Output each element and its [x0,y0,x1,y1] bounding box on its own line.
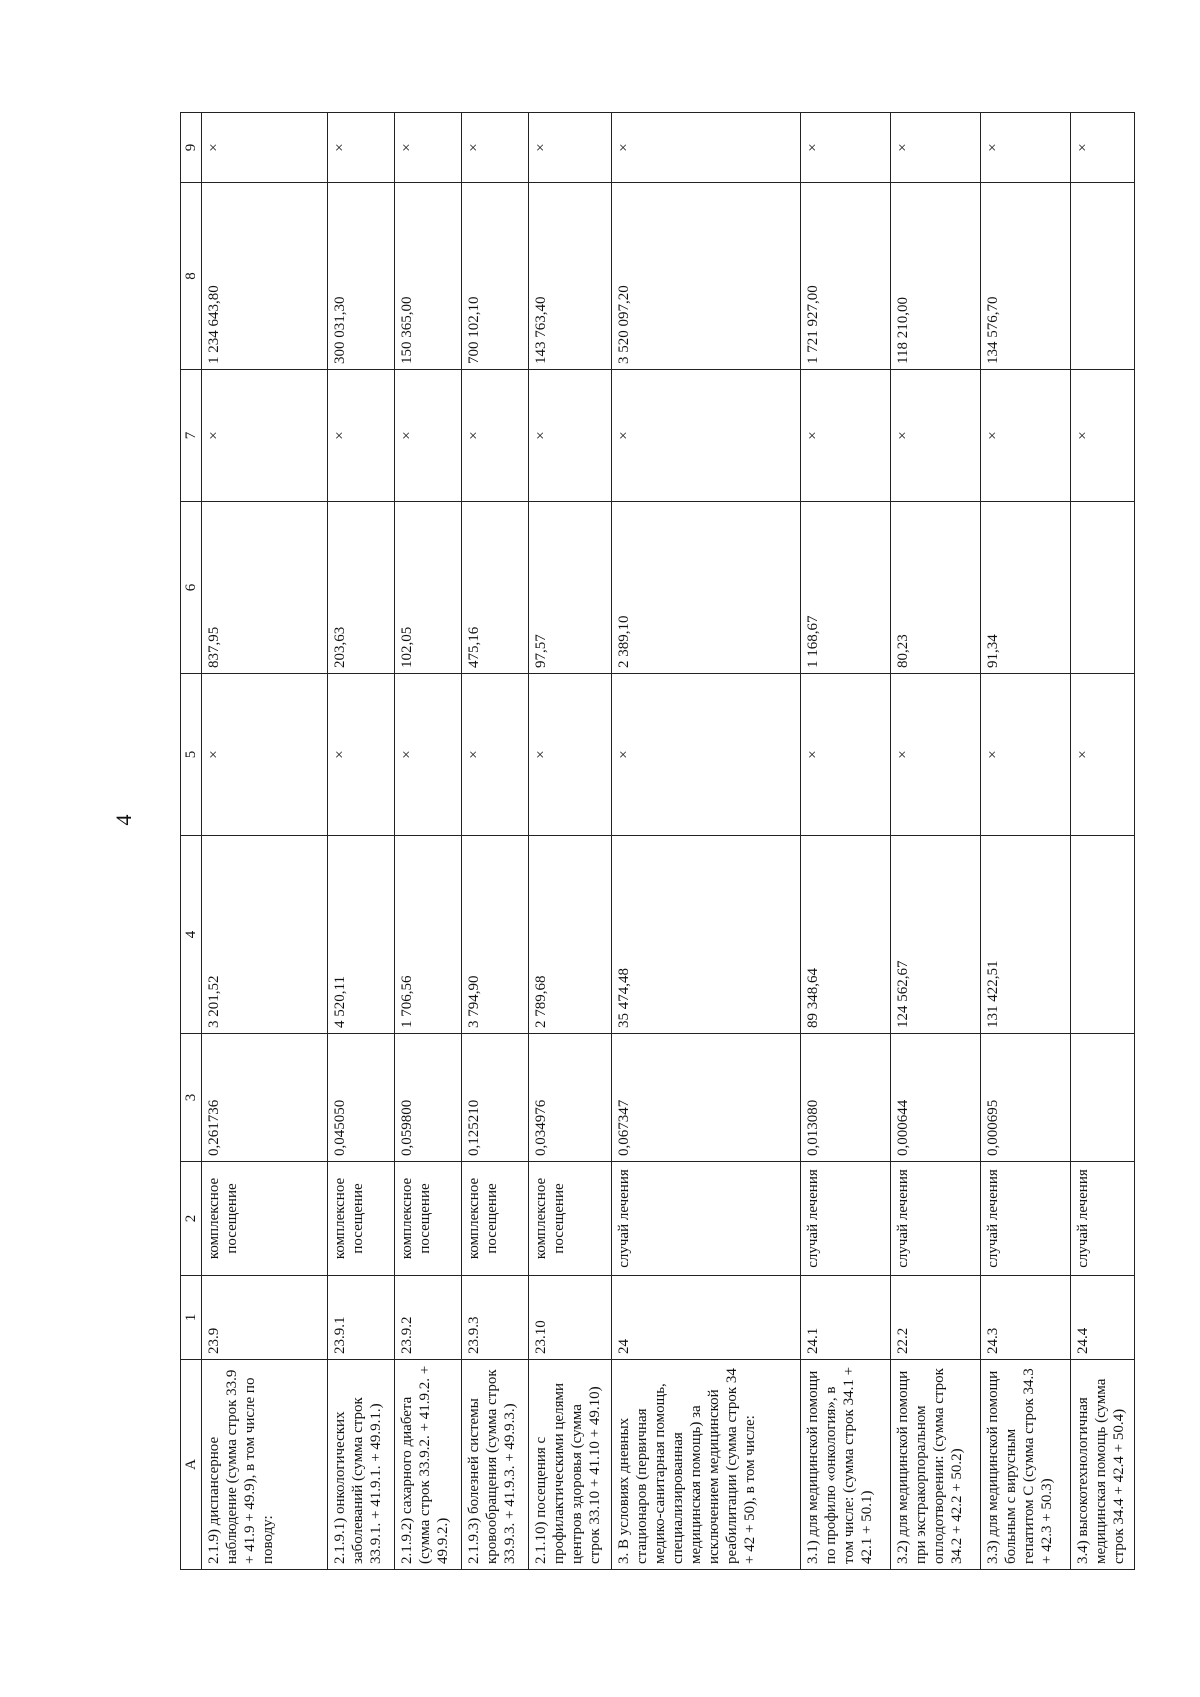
table-cell: 23.9.2 [394,1276,461,1360]
table-cell: 89 348,64 [800,836,890,1034]
table-cell: 23.9.1 [327,1276,394,1360]
table-row [202,113,328,1570]
table-cell: × [461,370,528,502]
table-cell: комплексное посещение [327,1162,394,1276]
table-cell: 102,05 [394,502,461,674]
table-cell: 475,16 [461,502,528,674]
table-cell: × [529,674,612,836]
table-cell: × [202,674,328,836]
table-cell: 2 789,68 [529,836,612,1034]
table-cell: × [800,113,890,183]
table-cell: × [611,674,800,836]
table-cell: × [394,370,461,502]
table-cell: × [800,674,890,836]
column-header: 3 [181,1034,202,1162]
table-cell: комплексное посещение [394,1162,461,1276]
table-cell: × [529,370,612,502]
table-cell: 80,23 [890,502,980,674]
table-cell [1070,836,1134,1034]
column-header: 2 [181,1162,202,1276]
table-row [1070,113,1134,1570]
table-cell: × [890,674,980,836]
table-cell: × [529,113,612,183]
table-cell: 0,034976 [529,1034,612,1162]
table-header-row [181,113,202,1570]
column-header: 8 [181,183,202,370]
table-cell [1070,502,1134,674]
table-cell: 0,013080 [800,1034,890,1162]
table-cell: 1 168,67 [800,502,890,674]
table-cell: случай лечения [980,1162,1070,1276]
table-cell: 0,000644 [890,1034,980,1162]
table-cell: × [1070,370,1134,502]
table-cell: 700 102,10 [461,183,528,370]
table-row [980,113,1070,1570]
table-cell: 97,57 [529,502,612,674]
table-cell: × [611,370,800,502]
data-table [180,112,1135,1570]
column-header: 5 [181,674,202,836]
table-cell: × [980,113,1070,183]
table-cell: случай лечения [1070,1162,1134,1276]
column-header: 1 [181,1276,202,1360]
table-cell: 2.1.9.2) сахарного диабета (сумма строк 33.9.2. + 41.9.2. + 49.9.2.) [394,1360,461,1570]
table-cell: × [980,674,1070,836]
table-cell: 2 389,10 [611,502,800,674]
table-cell: 0,125210 [461,1034,528,1162]
table-cell: 0,261736 [202,1034,328,1162]
table-cell: × [327,113,394,183]
table-cell: 3 520 097,20 [611,183,800,370]
table-cell: случай лечения [890,1162,980,1276]
table-cell: × [327,674,394,836]
table-cell: 1 721 927,00 [800,183,890,370]
table-cell: 35 474,48 [611,836,800,1034]
table-row [611,113,800,1570]
table-cell: × [1070,113,1134,183]
table-cell: × [890,370,980,502]
table-cell: × [327,370,394,502]
table-cell: случай лечения [800,1162,890,1276]
rotated-table-wrapper [180,113,1135,1570]
table-cell: 131 422,51 [980,836,1070,1034]
table-cell: 1 234 643,80 [202,183,328,370]
table-cell: 24.1 [800,1276,890,1360]
table-cell: случай лечения [611,1162,800,1276]
table-cell: 2.1.9.3) болезней системы кровообращения (сумма строк 33.9.3. + 41.9.3. + 49.9.3.) [461,1360,528,1570]
table-cell: 1 706,56 [394,836,461,1034]
table-cell: 0,000695 [980,1034,1070,1162]
table-cell: 0,059800 [394,1034,461,1162]
table-cell: × [394,674,461,836]
table-cell: 0,045050 [327,1034,394,1162]
table-cell: × [202,113,328,183]
table-cell: 3.3) для медицинской помощи больным с вирусным гепатитом С (сумма строк 34.3 + 42.3 + 50.3) [980,1360,1070,1570]
table-cell: × [461,113,528,183]
table-row [529,113,612,1570]
table-cell: 22.2 [890,1276,980,1360]
table-cell: 23.9.3 [461,1276,528,1360]
table-cell: × [611,113,800,183]
table-cell: 124 562,67 [890,836,980,1034]
table-row [890,113,980,1570]
table-cell: 3 201,52 [202,836,328,1034]
table-cell: 837,95 [202,502,328,674]
table-cell: × [394,113,461,183]
table-cell: 2.1.10) посещения с профилактическими целями центров здоровья (сумма строк 33.10 + 41.10 + 49.10) [529,1360,612,1570]
table-cell: комплексное посещение [461,1162,528,1276]
table-cell: × [202,370,328,502]
table-cell: 23.9 [202,1276,328,1360]
table-cell: 3.4) высокотехнологичная медицинская помощь (сумма строк 34.4 + 42.4 + 50.4) [1070,1360,1134,1570]
table-cell: 3. В условиях дневных стационаров (первичная медико-санитарная помощь, специализированная медицинская помощь) за исключением медицинской реабилитации (сумма строк 34 + 42 + 50), в том числе: [611,1360,800,1570]
column-header: 7 [181,370,202,502]
table-row [800,113,890,1570]
table-cell: 134 576,70 [980,183,1070,370]
table-cell: 4 520,11 [327,836,394,1034]
table-cell: 3 794,90 [461,836,528,1034]
table-row [461,113,528,1570]
table-row [327,113,394,1570]
table-cell: 3.1) для медицинской помощи по профилю «онкология», в том числе: (сумма строк 34.1 + 42.1 + 50.1) [800,1360,890,1570]
table-cell: 203,63 [327,502,394,674]
table-cell: 24.3 [980,1276,1070,1360]
table-row [394,113,461,1570]
table-cell: 24.4 [1070,1276,1134,1360]
table-cell: 2.1.9) диспансерное наблюдение (сумма строк 33.9 + 41.9 + 49.9), в том числе по поводу: [202,1360,328,1570]
column-header: 4 [181,836,202,1034]
table-cell: 3.2) для медицинской помощи при экстракорпоральном оплодотворении: (сумма строк 34.2 + 42.2 + 50.2) [890,1360,980,1570]
table-cell [1070,1034,1134,1162]
table-cell: 2.1.9.1) онкологических заболеваний (сумма строк 33.9.1. + 41.9.1. + 49.9.1.) [327,1360,394,1570]
column-header: 6 [181,502,202,674]
table-cell: 91,34 [980,502,1070,674]
table-cell: × [800,370,890,502]
table-cell: × [1070,674,1134,836]
table-cell: × [890,113,980,183]
table-cell: 118 210,00 [890,183,980,370]
table-cell: комплексное посещение [529,1162,612,1276]
page-number: 4 [111,814,136,826]
table-cell: комплексное посещение [202,1162,328,1276]
table-cell: 143 763,40 [529,183,612,370]
table-cell: × [461,674,528,836]
table-cell: × [980,370,1070,502]
table-cell: 23.10 [529,1276,612,1360]
table-cell: 300 031,30 [327,183,394,370]
table-cell: 24 [611,1276,800,1360]
column-header: А [181,1360,202,1570]
table-cell [1070,183,1134,370]
column-header: 9 [181,113,202,183]
table-cell: 0,067347 [611,1034,800,1162]
table-cell: 150 365,00 [394,183,461,370]
